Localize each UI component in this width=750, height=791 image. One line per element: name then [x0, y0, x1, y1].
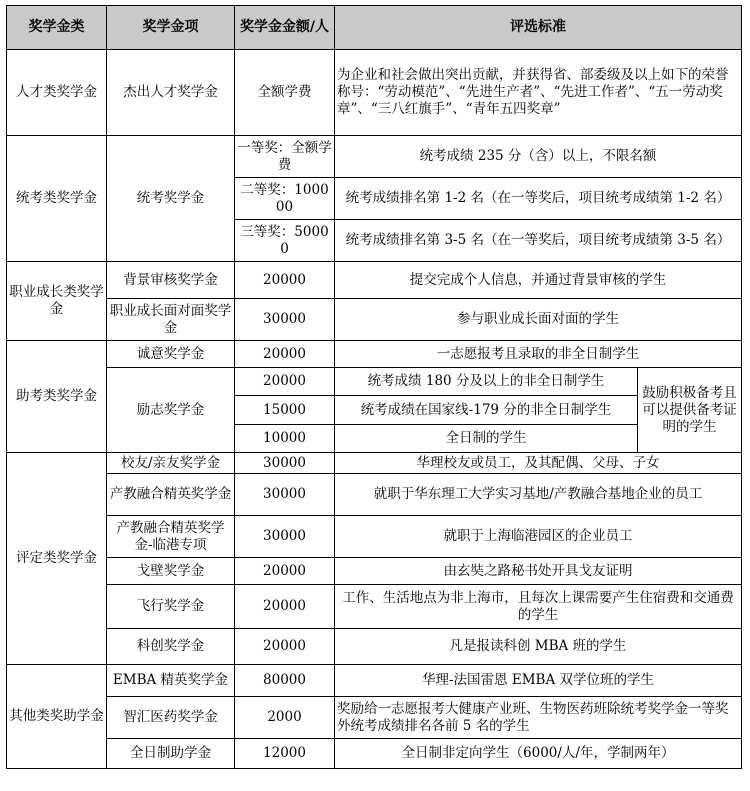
criteria-cell: 就职于华东理工大学实习基地/产教融合基地企业的员工	[335, 474, 742, 516]
amount-cell: 20000	[235, 585, 335, 629]
header-amount: 奖学金金额/人	[235, 6, 335, 50]
item-cell: 产教融合精英奖学金	[107, 474, 235, 516]
table-row	[7, 299, 742, 341]
criteria-cell: 由玄奘之路秘书处开具戈友证明	[335, 558, 742, 585]
table-row	[7, 136, 742, 178]
item-cell: 职业成长面对面奖学金	[107, 299, 235, 341]
item-cell: 背景审核奖学金	[107, 262, 235, 299]
item-cell: 校友/亲友奖学金	[107, 453, 235, 474]
item-cell: 戈壁奖学金	[107, 558, 235, 585]
criteria-cell: 统考成绩排名第 1-2 名（在一等奖后，项目统考成绩第 1-2 名）	[335, 178, 742, 220]
table-row	[7, 453, 742, 474]
category-cell: 评定类奖学金	[7, 453, 107, 665]
table-row	[7, 585, 742, 629]
amount-cell: 二等奖：100000	[235, 178, 335, 220]
table-row	[7, 50, 742, 136]
header-criteria: 评选标准	[335, 6, 742, 50]
table-row	[7, 368, 742, 396]
category-cell: 统考类奖学金	[7, 136, 107, 262]
criteria-cell: 一志愿报考且录取的非全日制学生	[335, 341, 742, 368]
criteria-cell: 工作、生活地点为非上海市，且每次上课需要产生住宿费和交通费的学生	[335, 585, 742, 629]
note-cell: 鼓励积极备考且可以提供备考证明的学生	[638, 368, 742, 453]
amount-cell: 12000	[235, 739, 335, 769]
amount-cell: 一等奖：全额学费	[235, 136, 335, 178]
table-row	[7, 262, 742, 299]
table-row	[7, 558, 742, 585]
table-row	[7, 665, 742, 697]
amount-cell: 20000	[235, 368, 335, 396]
item-cell: 科创奖学金	[107, 629, 235, 665]
amount-cell: 三等奖：50000	[235, 220, 335, 262]
criteria-cell: 统考成绩在国家线-179 分的非全日制学生	[335, 396, 638, 425]
amount-cell: 全额学费	[235, 50, 335, 136]
amount-cell: 20000	[235, 629, 335, 665]
header-category: 奖学金类	[7, 6, 107, 50]
criteria-cell: 凡是报读科创 MBA 班的学生	[335, 629, 742, 665]
amount-cell: 2000	[235, 697, 335, 739]
criteria-cell: 参与职业成长面对面的学生	[335, 299, 742, 341]
amount-cell: 30000	[235, 474, 335, 516]
item-cell: 统考奖学金	[107, 136, 235, 262]
amount-cell: 10000	[235, 425, 335, 453]
header-row	[7, 6, 742, 50]
table-row	[7, 629, 742, 665]
amount-cell: 30000	[235, 299, 335, 341]
item-cell: 诚意奖学金	[107, 341, 235, 368]
item-cell: 产教融合精英奖学金-临港专项	[107, 516, 235, 558]
scholarship-table	[6, 5, 742, 769]
category-cell: 职业成长类奖学金	[7, 262, 107, 341]
category-cell: 其他类奖助学金	[7, 665, 107, 769]
criteria-cell: 华理-法国雷恩 EMBA 双学位班的学生	[335, 665, 742, 697]
amount-cell: 30000	[235, 453, 335, 474]
table-row	[7, 697, 742, 739]
criteria-cell: 奖励给一志愿报考大健康产业班、生物医药班除统考奖学金一等奖外统考成绩排名各前 5 名的学生	[335, 697, 742, 739]
item-cell: 杰出人才奖学金	[107, 50, 235, 136]
header-item: 奖学金项	[107, 6, 235, 50]
table-row	[7, 474, 742, 516]
amount-cell: 15000	[235, 396, 335, 425]
amount-cell: 80000	[235, 665, 335, 697]
criteria-cell: 全日制的学生	[335, 425, 638, 453]
amount-cell: 20000	[235, 262, 335, 299]
table-row	[7, 341, 742, 368]
criteria-cell: 统考成绩排名第 3-5 名（在一等奖后，项目统考成绩第 3-5 名）	[335, 220, 742, 262]
criteria-cell: 就职于上海临港园区的企业员工	[335, 516, 742, 558]
criteria-cell: 华理校友或员工，及其配偶、父母、子女	[335, 453, 742, 474]
table-row	[7, 739, 742, 769]
item-cell: EMBA 精英奖学金	[107, 665, 235, 697]
amount-cell: 20000	[235, 341, 335, 368]
item-cell: 励志奖学金	[107, 368, 235, 453]
criteria-cell: 全日制非定向学生（6000/人/年，学制两年）	[335, 739, 742, 769]
category-cell: 助考类奖学金	[7, 341, 107, 453]
criteria-cell: 提交完成个人信息，并通过背景审核的学生	[335, 262, 742, 299]
item-cell: 全日制助学金	[107, 739, 235, 769]
item-cell: 飞行奖学金	[107, 585, 235, 629]
amount-cell: 20000	[235, 558, 335, 585]
category-cell: 人才类奖学金	[7, 50, 107, 136]
criteria-cell: 为企业和社会做出突出贡献，并获得省、部委级及以上如下的荣誉称号：“劳动模范”、“先进生产者”、“先进工作者”、“五一劳动奖章”、“三八红旗手”、“青年五四奖章”	[335, 50, 742, 136]
item-cell: 智汇医药奖学金	[107, 697, 235, 739]
amount-cell: 30000	[235, 516, 335, 558]
criteria-cell: 统考成绩 235 分（含）以上，不限名额	[335, 136, 742, 178]
criteria-cell: 统考成绩 180 分及以上的非全日制学生	[335, 368, 638, 396]
table-row	[7, 516, 742, 558]
